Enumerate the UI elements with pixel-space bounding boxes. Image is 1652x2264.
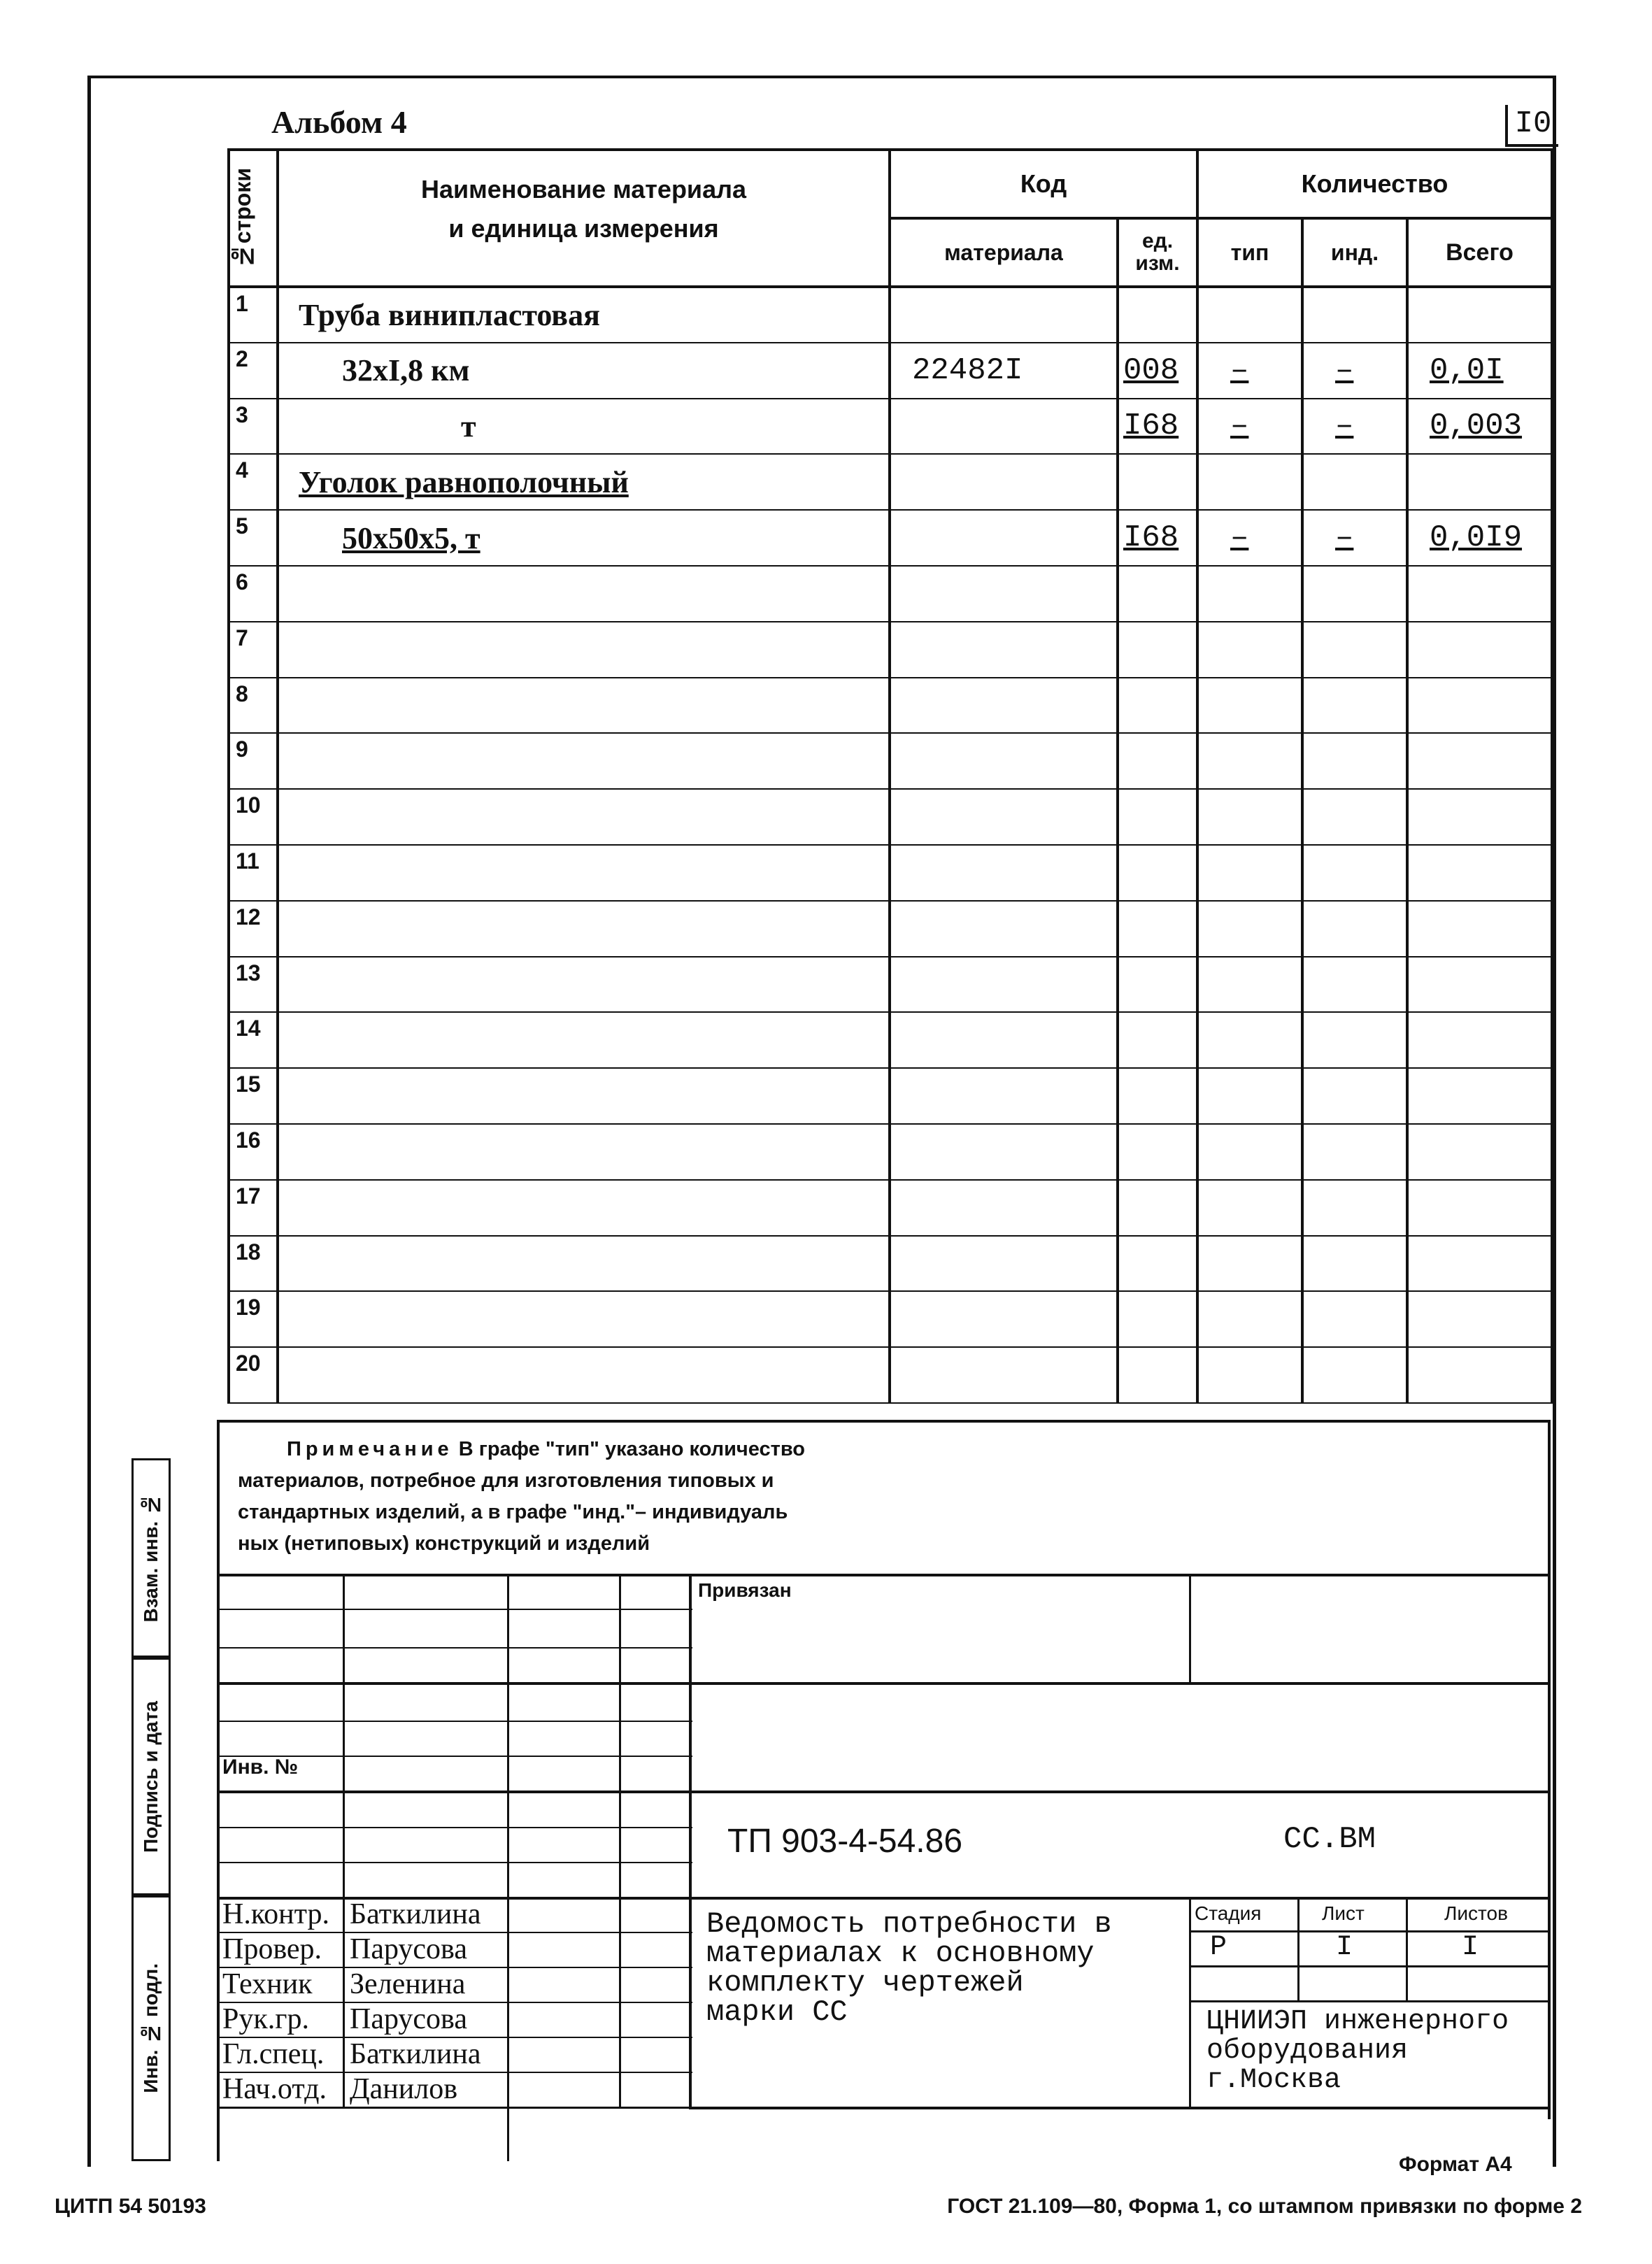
note-lead: Примечание	[287, 1438, 453, 1460]
note	[238, 1434, 1147, 1560]
qty-type	[1197, 957, 1302, 1013]
qty-type	[1197, 1012, 1302, 1068]
row-number: 19	[229, 1291, 278, 1347]
qty-ind	[1302, 1124, 1407, 1180]
row-number: 17	[229, 1180, 278, 1236]
qty-ind	[1302, 454, 1407, 510]
qty-ind	[1302, 622, 1407, 678]
qty-total	[1407, 901, 1552, 957]
qty-type	[1197, 1068, 1302, 1124]
material-name: 50х50х5, т	[278, 510, 890, 566]
material-code	[890, 622, 1118, 678]
qty-header: Количество	[1197, 150, 1552, 218]
material-code: 22482I	[890, 343, 1118, 399]
qty-total	[1407, 454, 1552, 510]
qty-ind	[1302, 1347, 1407, 1403]
material-code	[890, 287, 1118, 343]
doc-mark: СС.ВМ	[1283, 1822, 1376, 1857]
material-name	[278, 1180, 890, 1236]
table-row	[229, 1347, 1552, 1403]
unit-code	[1118, 622, 1197, 678]
qty-total	[1407, 1068, 1552, 1124]
row-number: 11	[229, 845, 278, 901]
qty-total	[1407, 287, 1552, 343]
qty-type	[1197, 454, 1302, 510]
qty-ind	[1302, 287, 1407, 343]
sheets-value: I	[1462, 1932, 1479, 1963]
row-number: 8	[229, 678, 278, 734]
table-row	[229, 287, 1552, 343]
unit-code	[1118, 454, 1197, 510]
note-line: стандартных изделий, а в графе "инд."– индивидуаль	[238, 1501, 788, 1523]
material-name	[278, 789, 890, 845]
table-row	[229, 789, 1552, 845]
row-no-header: №строки	[229, 150, 278, 287]
qty-ind	[1302, 1068, 1407, 1124]
row-number: 12	[229, 901, 278, 957]
qty-total	[1407, 566, 1552, 622]
qty-type	[1197, 1347, 1302, 1403]
material-name	[278, 957, 890, 1013]
material-name	[278, 1347, 890, 1403]
material-code	[890, 1236, 1118, 1292]
table-row	[229, 343, 1552, 399]
material-name: Уголок равнополочный	[278, 454, 890, 510]
signature-name: Баткилина	[350, 1898, 481, 1930]
signature-role: Нач.отд.	[222, 2073, 327, 2105]
unit-code	[1118, 1347, 1197, 1403]
qty-total	[1407, 1012, 1552, 1068]
unit-code	[1118, 566, 1197, 622]
stage-label: Стадия	[1195, 1902, 1262, 1924]
doc-title: Ведомость потребности в материалах к основному комплекту чертежей марки СС	[706, 1907, 1112, 2029]
material-name	[278, 622, 890, 678]
signature-name: Баткилина	[350, 2038, 481, 2070]
qty-type	[1197, 845, 1302, 901]
material-code	[890, 510, 1118, 566]
qty-type	[1197, 789, 1302, 845]
qty-type	[1197, 566, 1302, 622]
material-name: т	[278, 399, 890, 455]
row-number: 5	[229, 510, 278, 566]
qty-total	[1407, 957, 1552, 1013]
qty-total	[1407, 1291, 1552, 1347]
signature-role: Провер.	[222, 1933, 322, 1965]
material-name	[278, 1012, 890, 1068]
material-code	[890, 1347, 1118, 1403]
row-number: 18	[229, 1236, 278, 1292]
sheets-label: Листов	[1444, 1902, 1508, 1924]
unit-code: I68	[1118, 399, 1197, 455]
unit-code	[1118, 1124, 1197, 1180]
material-code	[890, 901, 1118, 957]
qty-ind-header: инд.	[1302, 218, 1407, 287]
material-code	[890, 566, 1118, 622]
qty-type: –	[1197, 399, 1302, 455]
material-name: 32хI,8 км	[278, 343, 890, 399]
side-inv-orig: Инв. № подл.	[131, 1895, 171, 2161]
material-code	[890, 1068, 1118, 1124]
row-number: 13	[229, 957, 278, 1013]
qty-type-header: тип	[1197, 218, 1302, 287]
qty-total	[1407, 789, 1552, 845]
qty-type	[1197, 678, 1302, 734]
material-code	[890, 957, 1118, 1013]
qty-ind	[1302, 789, 1407, 845]
material-name	[278, 1068, 890, 1124]
sheet-value: I	[1336, 1932, 1353, 1963]
unit-code: 008	[1118, 343, 1197, 399]
name-header: Наименование материала и единица измерения	[278, 150, 890, 287]
row-number: 10	[229, 789, 278, 845]
table-row	[229, 1124, 1552, 1180]
material-code	[890, 399, 1118, 455]
material-name: Труба винипластовая	[278, 287, 890, 343]
qty-type	[1197, 1180, 1302, 1236]
qty-ind: –	[1302, 510, 1407, 566]
unit-code	[1118, 789, 1197, 845]
unit-code	[1118, 1236, 1197, 1292]
table-row	[229, 622, 1552, 678]
row-number: 15	[229, 1068, 278, 1124]
qty-total: 0,0I	[1407, 343, 1552, 399]
unit-code	[1118, 1012, 1197, 1068]
stage-value: Р	[1210, 1932, 1227, 1963]
unit-code	[1118, 845, 1197, 901]
table-row	[229, 510, 1552, 566]
qty-total	[1407, 678, 1552, 734]
doc-code: ТП 903-4-54.86	[727, 1823, 963, 1860]
table-row	[229, 1236, 1552, 1292]
material-name	[278, 845, 890, 901]
row-number: 9	[229, 733, 278, 789]
table-row	[229, 733, 1552, 789]
material-code	[890, 733, 1118, 789]
note-line: В графе "тип" указано количество	[458, 1438, 805, 1460]
signature-role: Рук.гр.	[222, 2003, 309, 2035]
material-name	[278, 733, 890, 789]
qty-total	[1407, 1124, 1552, 1180]
qty-ind	[1302, 1291, 1407, 1347]
row-number: 6	[229, 566, 278, 622]
unit-code	[1118, 957, 1197, 1013]
signature-role: Н.контр.	[222, 1898, 329, 1930]
unit-code: I68	[1118, 510, 1197, 566]
signature-role: Гл.спец.	[222, 2038, 325, 2070]
qty-ind	[1302, 901, 1407, 957]
material-code	[890, 678, 1118, 734]
code-material-header: материала	[890, 218, 1118, 287]
qty-total	[1407, 622, 1552, 678]
row-number: 3	[229, 399, 278, 455]
material-code	[890, 1124, 1118, 1180]
material-code	[890, 1012, 1118, 1068]
qty-type	[1197, 622, 1302, 678]
table-row	[229, 1012, 1552, 1068]
qty-ind	[1302, 845, 1407, 901]
signature-name: Зеленина	[350, 1968, 466, 2000]
material-code	[890, 1180, 1118, 1236]
qty-total	[1407, 845, 1552, 901]
table-row	[229, 957, 1552, 1013]
row-number: 2	[229, 343, 278, 399]
qty-type	[1197, 1236, 1302, 1292]
unit-code	[1118, 287, 1197, 343]
table-row	[229, 454, 1552, 510]
qty-type	[1197, 733, 1302, 789]
qty-type	[1197, 901, 1302, 957]
qty-ind	[1302, 733, 1407, 789]
album-label: Альбом 4	[271, 104, 407, 140]
sheet-number: I0	[1505, 105, 1558, 147]
table-row	[229, 566, 1552, 622]
code-unit-header: ед. изм.	[1118, 218, 1197, 287]
organization: ЦНИИЭП инженерного оборудования г.Москва	[1206, 2006, 1509, 2096]
qty-ind: –	[1302, 343, 1407, 399]
qty-type	[1197, 287, 1302, 343]
sheet-label: Лист	[1322, 1902, 1365, 1924]
note-line: материалов, потребное для изготовления типовых и	[238, 1469, 774, 1492]
format-label: Формат А4	[1399, 2153, 1512, 2176]
qty-total-header: Всего	[1407, 218, 1552, 287]
materials-table	[227, 148, 1553, 1404]
inv-no-label: Инв. №	[222, 1756, 299, 1779]
material-name	[278, 678, 890, 734]
table-row	[229, 399, 1552, 455]
code-header: Код	[890, 150, 1197, 218]
unit-code	[1118, 1291, 1197, 1347]
material-name	[278, 566, 890, 622]
table-row	[229, 901, 1552, 957]
material-code	[890, 454, 1118, 510]
qty-ind	[1302, 1012, 1407, 1068]
qty-total	[1407, 1347, 1552, 1403]
side-inv-replace: Взам. инв. №	[131, 1458, 171, 1658]
qty-ind	[1302, 1180, 1407, 1236]
signature-name: Парусова	[350, 1933, 467, 1965]
bound-label: Привязан	[698, 1579, 792, 1601]
qty-ind	[1302, 566, 1407, 622]
qty-ind	[1302, 1236, 1407, 1292]
qty-type	[1197, 1124, 1302, 1180]
unit-code	[1118, 733, 1197, 789]
qty-ind	[1302, 957, 1407, 1013]
material-code	[890, 789, 1118, 845]
row-number: 1	[229, 287, 278, 343]
signature-name: Парусова	[350, 2003, 467, 2035]
table-row	[229, 1291, 1552, 1347]
row-number: 4	[229, 454, 278, 510]
material-name	[278, 1124, 890, 1180]
qty-total	[1407, 1180, 1552, 1236]
footer-right: ГОСТ 21.109—80, Форма 1, со штампом привязки по форме 2	[947, 2195, 1582, 2218]
signature-role: Техник	[222, 1968, 313, 2000]
qty-type	[1197, 1291, 1302, 1347]
row-number: 14	[229, 1012, 278, 1068]
qty-total: 0,003	[1407, 399, 1552, 455]
qty-total: 0,0I9	[1407, 510, 1552, 566]
material-name	[278, 1236, 890, 1292]
signature-name: Данилов	[350, 2073, 458, 2105]
qty-total	[1407, 1236, 1552, 1292]
material-name	[278, 1291, 890, 1347]
qty-ind	[1302, 678, 1407, 734]
table-row	[229, 845, 1552, 901]
qty-type: –	[1197, 510, 1302, 566]
row-number: 16	[229, 1124, 278, 1180]
table-row	[229, 678, 1552, 734]
side-sign-date: Подпись и дата	[131, 1658, 171, 1895]
unit-code	[1118, 901, 1197, 957]
table-row	[229, 1180, 1552, 1236]
qty-total	[1407, 733, 1552, 789]
row-number: 7	[229, 622, 278, 678]
material-code	[890, 1291, 1118, 1347]
unit-code	[1118, 1068, 1197, 1124]
qty-type: –	[1197, 343, 1302, 399]
footer-left: ЦИТП 54 50193	[55, 2195, 206, 2218]
row-number: 20	[229, 1347, 278, 1403]
material-code	[890, 845, 1118, 901]
unit-code	[1118, 1180, 1197, 1236]
note-line: ных (нетиповых) конструкций и изделий	[238, 1532, 650, 1555]
table-row	[229, 1068, 1552, 1124]
material-name	[278, 901, 890, 957]
qty-ind: –	[1302, 399, 1407, 455]
unit-code	[1118, 678, 1197, 734]
